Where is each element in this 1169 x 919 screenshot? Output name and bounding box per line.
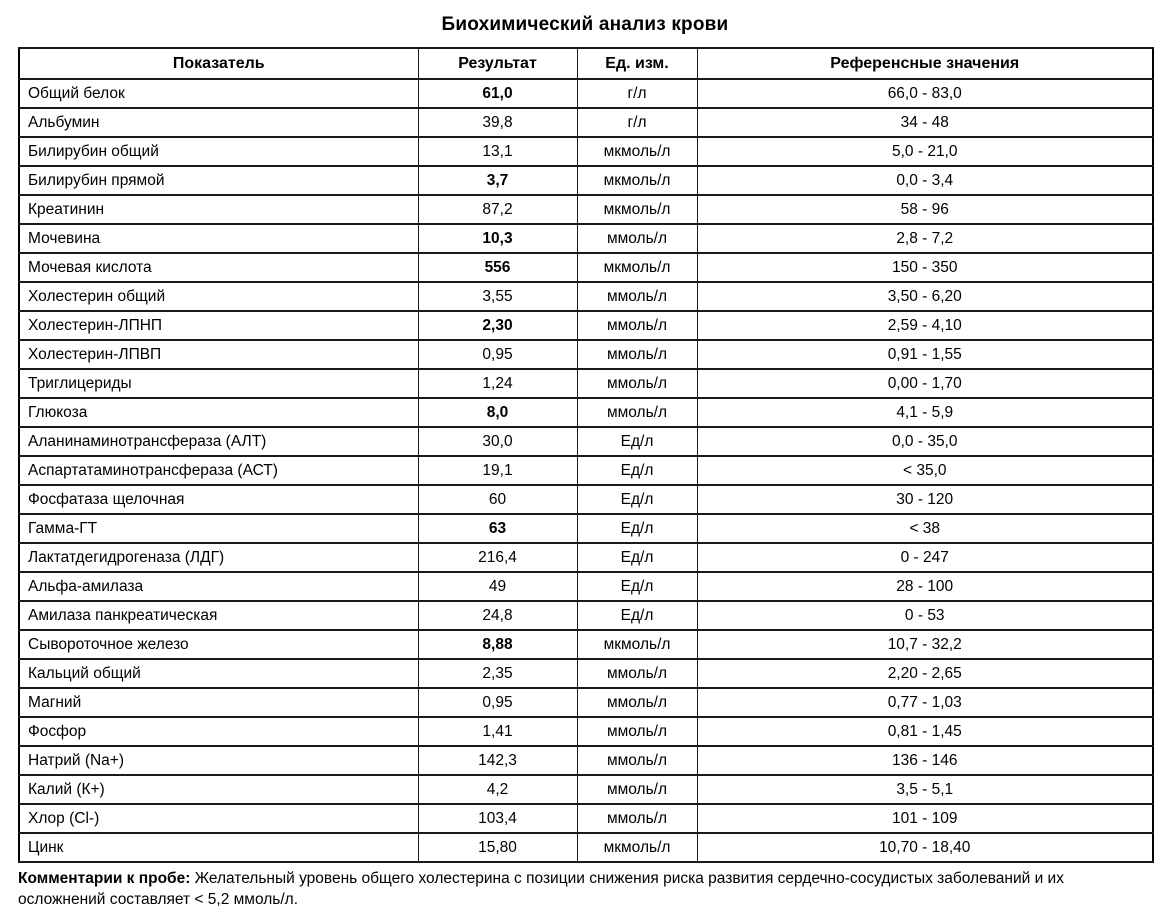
cell-indicator: Гамма-ГТ <box>19 514 418 543</box>
cell-unit: ммоль/л <box>577 340 697 369</box>
table-row <box>19 195 1153 224</box>
lab-results-table <box>18 47 1154 863</box>
cell-reference: 34 - 48 <box>697 108 1153 137</box>
cell-unit: Ед/л <box>577 456 697 485</box>
table-row <box>19 775 1153 804</box>
cell-result: 30,0 <box>418 427 577 456</box>
cell-result: 556 <box>418 253 577 282</box>
cell-indicator: Фосфор <box>19 717 418 746</box>
table-row <box>19 804 1153 833</box>
cell-unit: Ед/л <box>577 485 697 514</box>
table-row <box>19 688 1153 717</box>
page-title: Биохимический анализ крови <box>441 14 729 35</box>
cell-result: 8,0 <box>418 398 577 427</box>
cell-reference: 5,0 - 21,0 <box>697 137 1153 166</box>
cell-result: 103,4 <box>418 804 577 833</box>
cell-unit: мкмоль/л <box>577 253 697 282</box>
header-unit: Ед. изм. <box>577 48 697 79</box>
cell-indicator: Лактатдегидрогеназа (ЛДГ) <box>19 543 418 572</box>
cell-result: 216,4 <box>418 543 577 572</box>
cell-reference: 66,0 - 83,0 <box>697 79 1153 108</box>
table-row <box>19 369 1153 398</box>
cell-result: 61,0 <box>418 79 577 108</box>
cell-indicator: Креатинин <box>19 195 418 224</box>
cell-reference: 2,8 - 7,2 <box>697 224 1153 253</box>
table-row <box>19 108 1153 137</box>
comments-label: Комментарии к пробе: <box>18 870 191 887</box>
cell-reference: 30 - 120 <box>697 485 1153 514</box>
table-row <box>19 398 1153 427</box>
cell-result: 87,2 <box>418 195 577 224</box>
cell-result: 15,80 <box>418 833 577 862</box>
cell-reference: 2,20 - 2,65 <box>697 659 1153 688</box>
cell-unit: ммоль/л <box>577 224 697 253</box>
cell-reference: 0,91 - 1,55 <box>697 340 1153 369</box>
cell-result: 0,95 <box>418 688 577 717</box>
cell-indicator: Триглицериды <box>19 369 418 398</box>
table-row <box>19 717 1153 746</box>
comments <box>18 868 1152 911</box>
cell-result: 1,41 <box>418 717 577 746</box>
cell-reference: 150 - 350 <box>697 253 1153 282</box>
cell-reference: 0,00 - 1,70 <box>697 369 1153 398</box>
cell-unit: ммоль/л <box>577 311 697 340</box>
cell-indicator: Мочевая кислота <box>19 253 418 282</box>
cell-indicator: Магний <box>19 688 418 717</box>
cell-result: 24,8 <box>418 601 577 630</box>
cell-indicator: Альбумин <box>19 108 418 137</box>
cell-unit: ммоль/л <box>577 369 697 398</box>
cell-result: 19,1 <box>418 456 577 485</box>
table-row <box>19 340 1153 369</box>
cell-reference: 3,50 - 6,20 <box>697 282 1153 311</box>
cell-reference: 101 - 109 <box>697 804 1153 833</box>
cell-reference: 0,0 - 3,4 <box>697 166 1153 195</box>
table-row <box>19 485 1153 514</box>
cell-result: 13,1 <box>418 137 577 166</box>
cell-result: 1,24 <box>418 369 577 398</box>
cell-result: 3,7 <box>418 166 577 195</box>
cell-indicator: Билирубин общий <box>19 137 418 166</box>
cell-unit: г/л <box>577 79 697 108</box>
cell-unit: Ед/л <box>577 601 697 630</box>
cell-indicator: Натрий (Na+) <box>19 746 418 775</box>
cell-reference: 4,1 - 5,9 <box>697 398 1153 427</box>
cell-indicator: Общий белок <box>19 79 418 108</box>
header-indicator: Показатель <box>19 48 418 79</box>
cell-result: 10,3 <box>418 224 577 253</box>
cell-result: 0,95 <box>418 340 577 369</box>
cell-result: 3,55 <box>418 282 577 311</box>
cell-reference: 3,5 - 5,1 <box>697 775 1153 804</box>
cell-indicator: Холестерин общий <box>19 282 418 311</box>
cell-indicator: Кальций общий <box>19 659 418 688</box>
table-row <box>19 282 1153 311</box>
table-row <box>19 514 1153 543</box>
table-row <box>19 311 1153 340</box>
cell-indicator: Сывороточное железо <box>19 630 418 659</box>
cell-unit: ммоль/л <box>577 746 697 775</box>
cell-indicator: Цинк <box>19 833 418 862</box>
cell-indicator: Калий (К+) <box>19 775 418 804</box>
cell-unit: мкмоль/л <box>577 137 697 166</box>
cell-reference: < 38 <box>697 514 1153 543</box>
table-row <box>19 746 1153 775</box>
cell-unit: мкмоль/л <box>577 195 697 224</box>
cell-reference: 136 - 146 <box>697 746 1153 775</box>
cell-reference: 2,59 - 4,10 <box>697 311 1153 340</box>
header-result: Результат <box>418 48 577 79</box>
cell-reference: 0 - 247 <box>697 543 1153 572</box>
cell-unit: мкмоль/л <box>577 833 697 862</box>
table-row <box>19 833 1153 862</box>
table-row <box>19 137 1153 166</box>
cell-unit: ммоль/л <box>577 775 697 804</box>
cell-reference: 10,7 - 32,2 <box>697 630 1153 659</box>
table-row <box>19 456 1153 485</box>
cell-unit: ммоль/л <box>577 398 697 427</box>
cell-unit: Ед/л <box>577 427 697 456</box>
cell-reference: 0,77 - 1,03 <box>697 688 1153 717</box>
table-row <box>19 427 1153 456</box>
cell-reference: 58 - 96 <box>697 195 1153 224</box>
cell-reference: 0,81 - 1,45 <box>697 717 1153 746</box>
table-row <box>19 253 1153 282</box>
cell-unit: мкмоль/л <box>577 166 697 195</box>
cell-unit: мкмоль/л <box>577 630 697 659</box>
cell-indicator: Мочевина <box>19 224 418 253</box>
cell-indicator: Амилаза панкреатическая <box>19 601 418 630</box>
table-row <box>19 543 1153 572</box>
cell-indicator: Холестерин-ЛПНП <box>19 311 418 340</box>
header-reference: Референсные значения <box>697 48 1153 79</box>
cell-reference: < 35,0 <box>697 456 1153 485</box>
cell-result: 39,8 <box>418 108 577 137</box>
cell-reference: 10,70 - 18,40 <box>697 833 1153 862</box>
cell-unit: ммоль/л <box>577 688 697 717</box>
cell-result: 49 <box>418 572 577 601</box>
cell-result: 8,88 <box>418 630 577 659</box>
cell-result: 63 <box>418 514 577 543</box>
cell-unit: ммоль/л <box>577 804 697 833</box>
cell-indicator: Альфа-амилаза <box>19 572 418 601</box>
cell-indicator: Билирубин прямой <box>19 166 418 195</box>
cell-result: 4,2 <box>418 775 577 804</box>
cell-unit: Ед/л <box>577 514 697 543</box>
cell-indicator: Холестерин-ЛПВП <box>19 340 418 369</box>
table-row <box>19 659 1153 688</box>
table-row <box>19 601 1153 630</box>
cell-result: 2,35 <box>418 659 577 688</box>
table-row <box>19 224 1153 253</box>
cell-indicator: Хлор (Cl-) <box>19 804 418 833</box>
cell-indicator: Аспартатаминотрансфераза (АСТ) <box>19 456 418 485</box>
table-header-row <box>19 48 1153 79</box>
cell-result: 2,30 <box>418 311 577 340</box>
table-row <box>19 166 1153 195</box>
table-row <box>19 79 1153 108</box>
cell-indicator: Глюкоза <box>19 398 418 427</box>
cell-reference: 0 - 53 <box>697 601 1153 630</box>
cell-result: 142,3 <box>418 746 577 775</box>
cell-unit: ммоль/л <box>577 282 697 311</box>
comments-text: Желательный уровень общего холестерина с позиции снижения риска развития сердечно-сосудистых заболеваний и их осложнений составляет < 5,2 ммоль/л. <box>18 870 1064 909</box>
cell-unit: ммоль/л <box>577 659 697 688</box>
cell-unit: Ед/л <box>577 543 697 572</box>
table-row <box>19 572 1153 601</box>
cell-unit: ммоль/л <box>577 717 697 746</box>
cell-indicator: Аланинаминотрансфераза (АЛТ) <box>19 427 418 456</box>
cell-unit: Ед/л <box>577 572 697 601</box>
cell-indicator: Фосфатаза щелочная <box>19 485 418 514</box>
cell-reference: 0,0 - 35,0 <box>697 427 1153 456</box>
cell-reference: 28 - 100 <box>697 572 1153 601</box>
cell-result: 60 <box>418 485 577 514</box>
table-row <box>19 630 1153 659</box>
cell-unit: г/л <box>577 108 697 137</box>
